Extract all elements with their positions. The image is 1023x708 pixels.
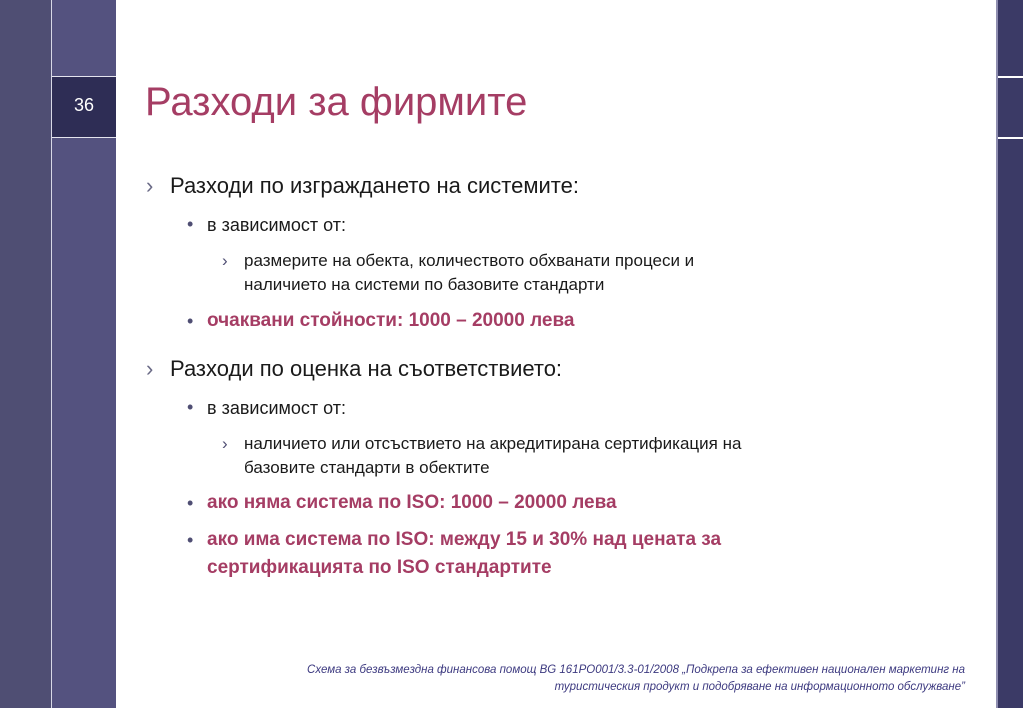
- footer-note: [205, 662, 965, 696]
- section2-heading-text: Разходи по оценка на съответствието:: [170, 356, 563, 381]
- dot-bullet-icon: •: [187, 397, 194, 417]
- dot-bullet-icon: •: [187, 530, 194, 550]
- section2-detail-line2: базовите стандарти в обектите: [244, 458, 490, 477]
- bullet-section2-detail: [222, 432, 742, 480]
- section1-detail-line1: размерите на обекта, количеството обхванати процеси и: [244, 251, 695, 270]
- slide-title: Разходи за фирмите: [145, 80, 528, 124]
- right-decor-tick-top: [998, 76, 1023, 78]
- footer-line2: туристическия продукт и подобряване на информационното обслужване”: [554, 681, 965, 693]
- slide-number-box: [52, 76, 116, 138]
- chevron-bullet-icon: ›: [222, 434, 228, 453]
- section2-depends-text: в зависимост от:: [207, 398, 346, 418]
- slide-number: 36: [73, 95, 95, 115]
- bullet-section1-depends: [187, 214, 346, 236]
- section1-depends-text: в зависимост от:: [207, 215, 346, 235]
- bullet-section2-depends: [187, 397, 346, 419]
- section2-has-iso-line1: ако има система по ISO: между 15 и 30% над цената за: [207, 529, 722, 550]
- section2-detail-line1: наличието или отсъствието на акредитирана сертификация на: [244, 434, 742, 453]
- bullet-section2-has-iso: [187, 526, 722, 582]
- bullet-section1-detail: [222, 249, 695, 297]
- dot-bullet-icon: •: [187, 214, 194, 234]
- chevron-bullet-icon: ›: [146, 173, 154, 198]
- chevron-bullet-icon: ›: [146, 356, 154, 381]
- section1-expected-text: очаквани стойности: 1000 – 20000 лева: [207, 310, 575, 331]
- footer-line1: Схема за безвъзмездна финансова помощ BG 161PO001/3.3-01/2008 „Подкрепа за ефективен национален маркетинг на: [307, 664, 965, 676]
- section2-no-iso-text: ако няма система по ISO: 1000 – 20000 лева: [207, 492, 617, 513]
- section1-heading-text: Разходи по изграждането на системите:: [170, 173, 579, 198]
- dot-bullet-icon: •: [187, 311, 194, 331]
- bullet-section2-heading: [146, 356, 563, 382]
- right-decor-band: [998, 0, 1023, 708]
- right-decor-tick-bottom: [998, 137, 1023, 139]
- section2-has-iso-line2: сертификацията по ISO стандартите: [207, 557, 552, 578]
- bullet-section2-no-iso: [187, 489, 617, 517]
- chevron-bullet-icon: ›: [222, 251, 228, 270]
- dot-bullet-icon: •: [187, 493, 194, 513]
- left-decor-band: [0, 0, 51, 708]
- section1-detail-line2: наличието на системи по базовите стандарти: [244, 275, 605, 294]
- bullet-section1-expected: [187, 307, 575, 335]
- bullet-section1-heading: [146, 173, 579, 199]
